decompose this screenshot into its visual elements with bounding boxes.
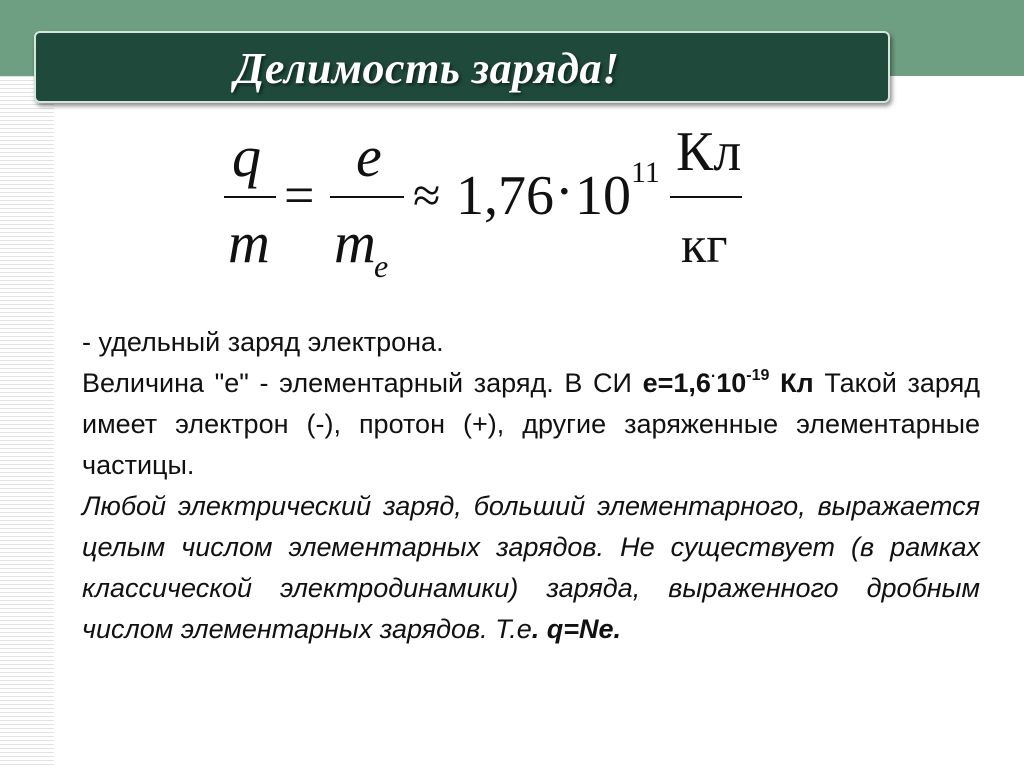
formula-m: m bbox=[228, 210, 270, 275]
formula-subscript-e: e bbox=[374, 248, 389, 284]
body-text bbox=[82, 322, 980, 650]
charge-quantization-paragraph bbox=[82, 486, 980, 650]
specific-charge-caption: - удельный заряд электрона. bbox=[82, 327, 444, 357]
quantization-formula: . q=Ne. bbox=[531, 614, 622, 644]
formula-q: q bbox=[232, 124, 261, 189]
elementary-charge-value: $е=1,6^\cdot 10^{-19}$ Кл bbox=[642, 367, 814, 398]
slide-title: Делимость заряда! bbox=[234, 44, 620, 93]
title-bar bbox=[34, 31, 890, 103]
formula-times: · bbox=[555, 161, 574, 223]
fraction-bar-q-m bbox=[224, 196, 276, 198]
formula-approx: ≈ bbox=[413, 167, 441, 223]
formula-unit-kilogram: кг bbox=[681, 217, 728, 274]
formula-coefficient: 1,76 bbox=[456, 165, 554, 227]
formula-m-electron: m bbox=[334, 210, 376, 275]
formula-exponent: 11 bbox=[631, 156, 660, 189]
side-stripes-decoration bbox=[0, 76, 54, 768]
specific-charge-formula bbox=[210, 120, 770, 290]
charged-particles-text: Такой заряд имеет электрон (-), протон (+), другие заряженные элементарные частицы. bbox=[82, 368, 980, 480]
formula-unit-coulomb: Кл bbox=[676, 121, 742, 183]
elementary-charge-paragraph bbox=[82, 363, 980, 486]
formula-e: e bbox=[356, 124, 382, 189]
fraction-bar-e-me bbox=[330, 196, 404, 198]
fraction-bar-units bbox=[670, 196, 742, 198]
elementary-charge-text: Величина "е" - элементарный заряд. В СИ bbox=[82, 368, 643, 398]
formula-base: 10 bbox=[575, 165, 631, 227]
formula-equals: = bbox=[284, 165, 315, 225]
charge-quantization-text: Любой электрический заряд, больший элементарного, выражается целым числом элементарных зарядов. Не существует (в рамках классической электродинамики) заряда, выраженного дробным числом элементарных зарядов. Т.е bbox=[82, 491, 980, 644]
